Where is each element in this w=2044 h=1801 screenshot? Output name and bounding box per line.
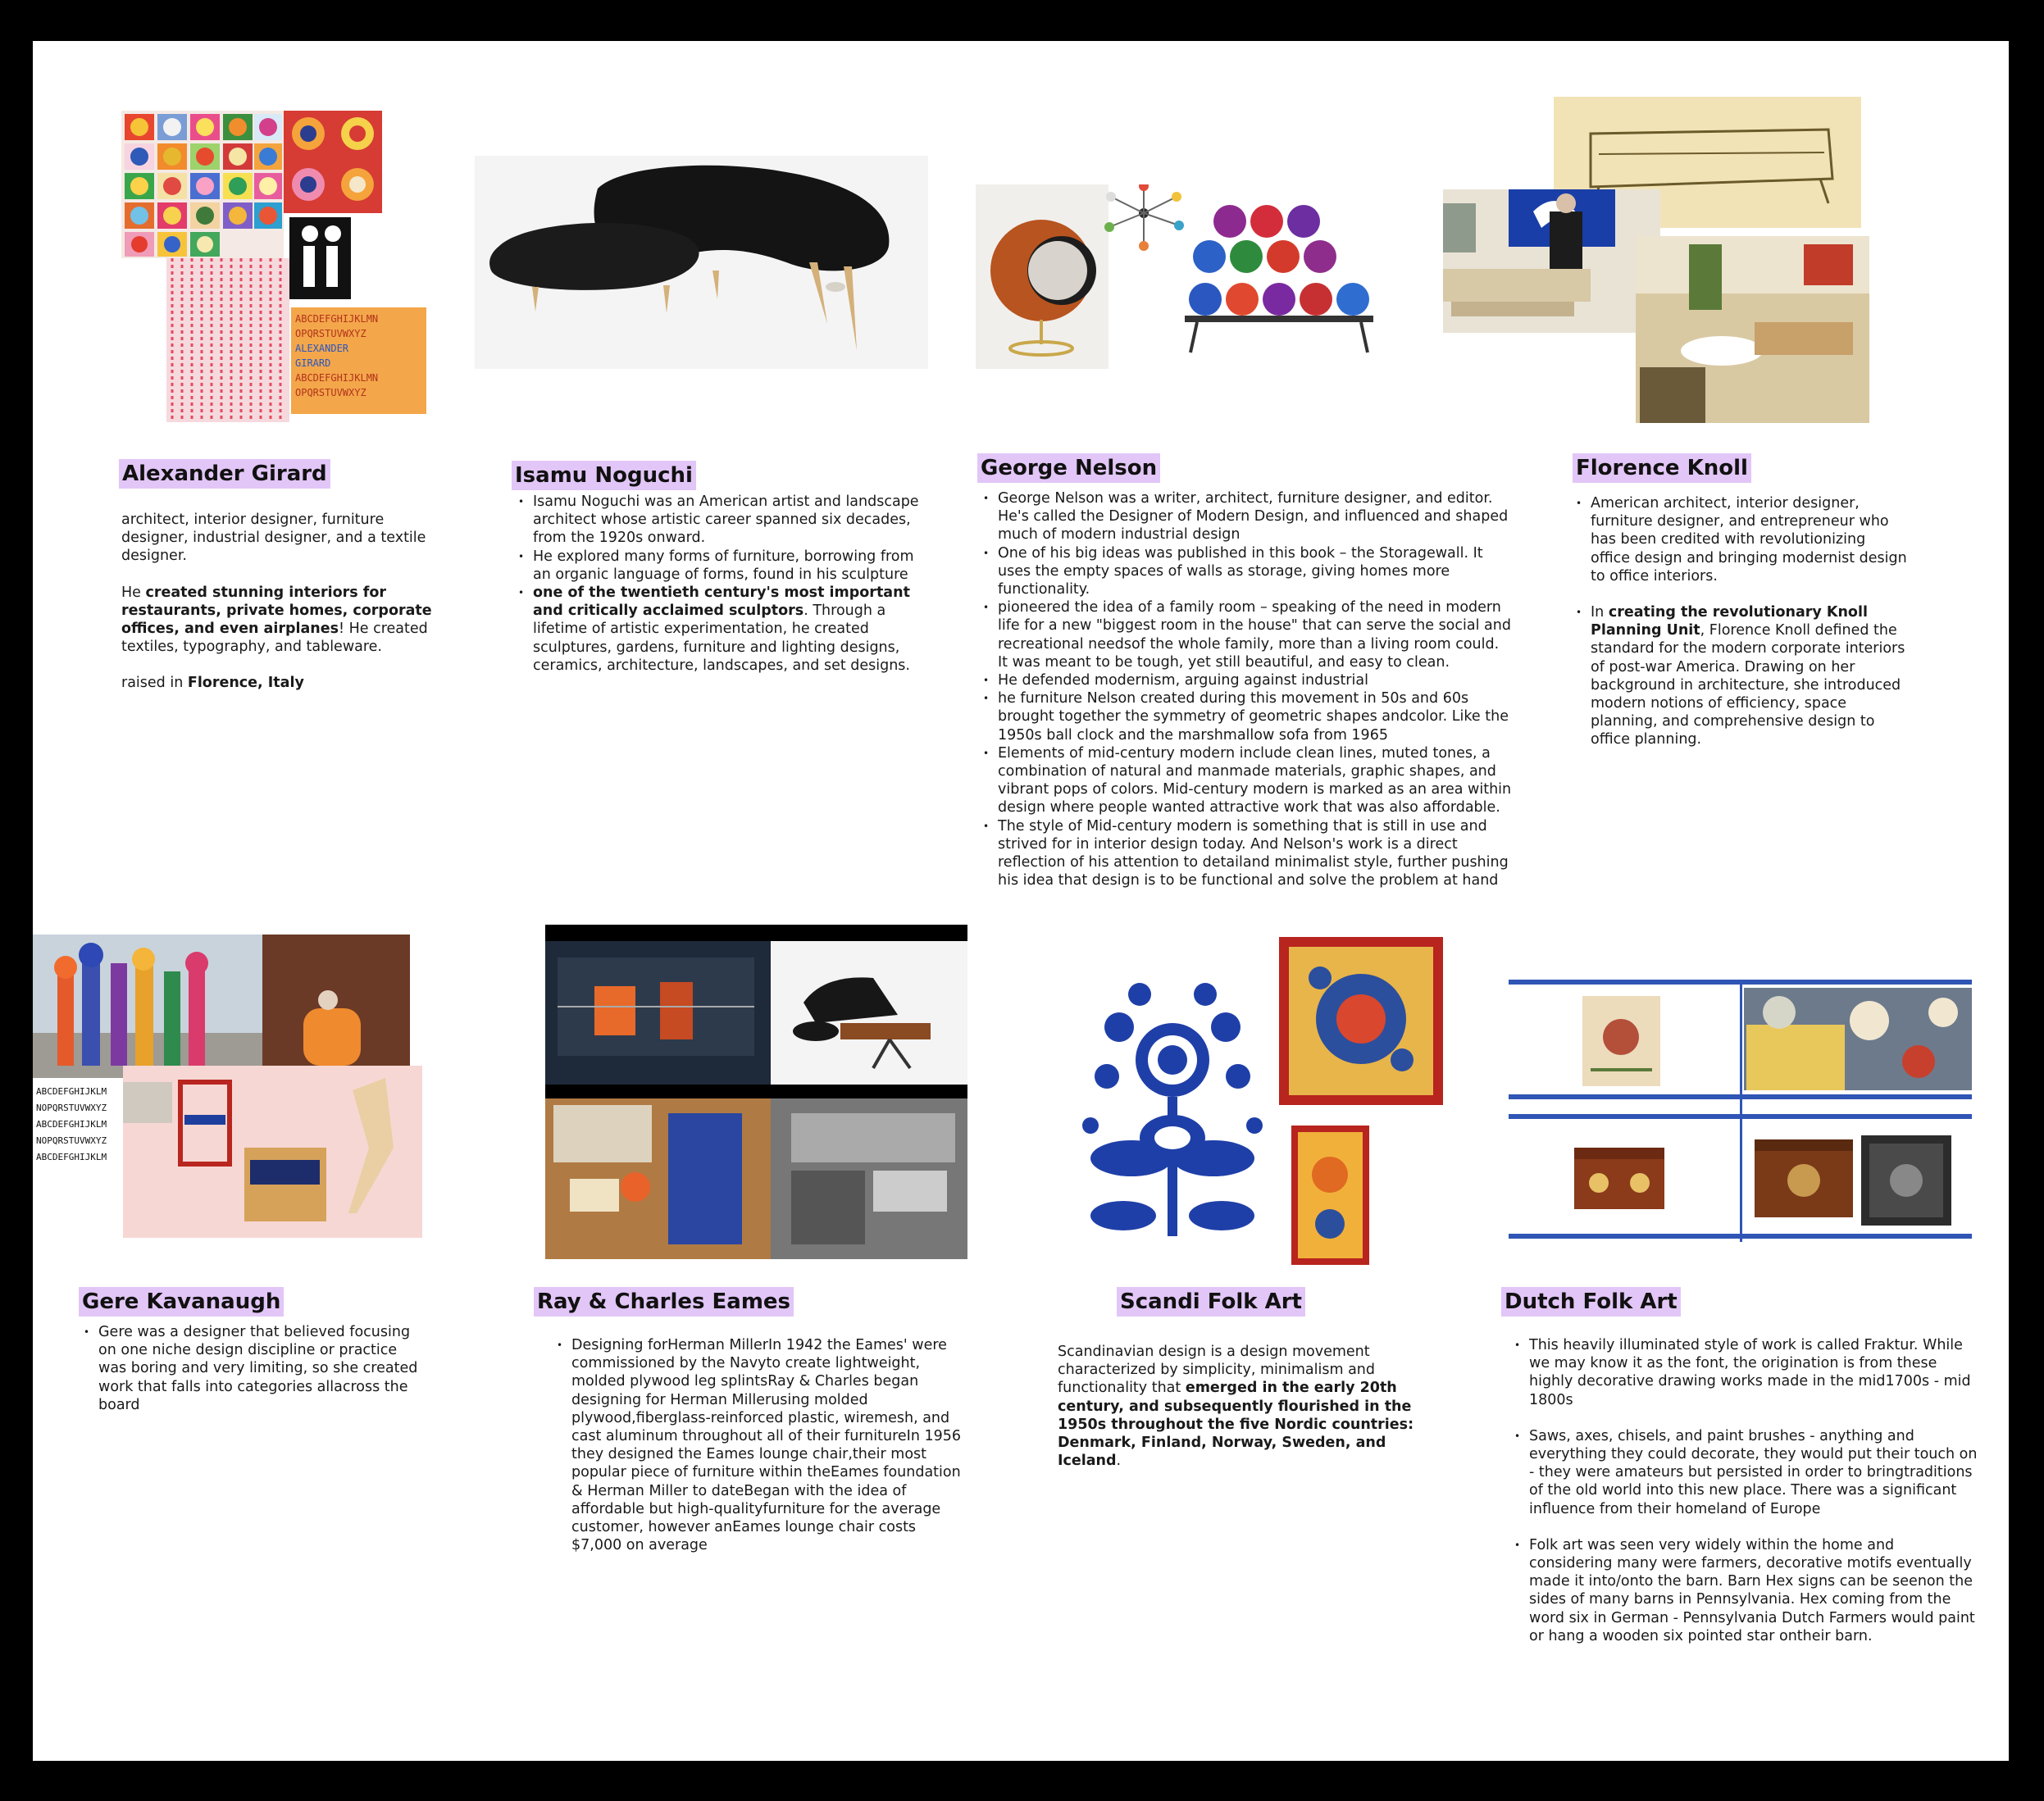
girard-paragraph-1: architect, interior designer, furniture designer, industrial designer, and a textile designer. — [121, 512, 426, 565]
kav-specimen-4: NOPQRSTUVWXYZ — [36, 1135, 107, 1146]
marshmallow-sofa — [1185, 205, 1373, 352]
nelson-title: George Nelson — [977, 453, 1160, 483]
girard-text — [121, 511, 433, 711]
noguchi-bullet-3: • one of the twentieth century's most important and critically acclaimed sculptors. Through a lifetime of artistic experimentation, he created sculptures, gardens, furniture and lighting designs, ceramics, architecture, landscapes, and set designs. — [533, 584, 923, 675]
dutch-bullet-3: • Folk art was seen very widely within the home and considering many were farmers, decorative motifs eventually made it into/onto the barn. Barn Hex signs can be seenon the sides of many barns in Pennsylvania. Hex coming from the word six in German - Pennsylvania Dutch Farmers would paint or hang a wooden six pointed star ontheir barn. — [1529, 1536, 1978, 1645]
kavanaugh-text — [80, 1323, 425, 1414]
scandi-text — [1058, 1343, 1418, 1488]
nelson-text — [980, 489, 1513, 889]
nelson-bullet-4: • He defended modernism, arguing against industrial — [998, 671, 1513, 689]
knoll-bullet-2: • In creating the revolutionary Knoll Planning Unit, Florence Knoll defined the standard for the modern corporate interiors of post-war America. Drawing on her background in architecture, she introduced modern notions of efficiency, space planning, and comprehensive design to office planning. — [1591, 603, 1909, 749]
nelson-bullet-5: • he furniture Nelson created during this movement in 50s and 60s brought together the symmetry of geometric shapes andcolor. Like the 1950s ball clock and the marshmallow sofa from 1965 — [998, 689, 1513, 744]
eames-collage-image — [545, 925, 967, 1259]
eames-title: Ray & Charles Eames — [534, 1287, 794, 1317]
specimen-row-2: OPQRSTUVWXYZ — [295, 328, 366, 339]
dutch-bullet-1: • This heavily illuminated style of work is called Fraktur. While we may know it as the font, the origination is from these highly decorative drawing works made in the mid1700s - mid 1800s — [1529, 1336, 1978, 1409]
noguchi-bullet-2: • He explored many forms of furniture, borrowing from an organic language of forms, found in his sculpture — [533, 548, 923, 584]
nelson-bullet-2: • One of his big ideas was published in this book – the Storagewall. It uses the empty spaces of walls as storage, giving homes more functionality. — [998, 544, 1513, 599]
eames-bullet-1: • Designing forHerman MillerIn 1942 the Eames' were commissioned by the Navyto create lightweight, molded plywood leg splintsRay & Charles began designing for Herman Millerusing molded plywood,fiberglass-reinforced plastic, wiremesh, and cast aluminum throughout all of their furnitureIn 1956 they designed the Eames lounge chair,their most popular piece of furniture within theEames foundation & Herman Miller to dateBegan with the idea of affordable but high-qualityfurniture for the average customer, however anEames lounge chair costs $7,000 on average — [571, 1336, 963, 1554]
knoll-bullet-1: • American architect, interior designer, furniture designer, and entrepreneur who has been credited with revolutionizing office design and bringing modernist design to office interiors. — [1591, 494, 1909, 585]
specimen-row-1: ABCDEFGHIJKLMN — [295, 313, 379, 325]
kav-specimen-3: ABCDEFGHIJKLM — [36, 1119, 107, 1130]
noguchi-freeform-sofa-image — [475, 156, 928, 369]
noguchi-bullet-1: • Isamu Noguchi was an American artist and landscape architect whose artistic career spanned six decades, from the 1920s onward. — [533, 493, 923, 548]
kavanaugh-collage-image — [33, 935, 422, 1238]
girard-collage-image — [121, 111, 441, 422]
noguchi-title: Isamu Noguchi — [512, 461, 696, 490]
girard-stripe-pattern — [166, 258, 289, 422]
dutch-title: Dutch Folk Art — [1501, 1287, 1681, 1317]
knoll-title: Florence Knoll — [1573, 453, 1751, 483]
nelson-bullet-3: • pioneered the idea of a family room – speaking of the need in modern life for a new "biggest room in the house" that can serve the social and recreational needsof the whole family, more than a living room could. It was meant to be tough, yet still beautiful, and easy to clean. — [998, 598, 1513, 671]
scandi-paragraph: Scandinavian design is a design movement characterized by simplicity, minimalism and functionality that emerged in the early 20th century, and subsequently flourished in the 1950s throughout the five Nordic countries: Denmark, Finland, Norway, Sweden, and Iceland. — [1058, 1344, 1414, 1470]
dutch-bullet-2: • Saws, axes, chisels, and paint brushes - anything and everything they could decorate, they would put their touch on - they were amateurs but persisted in order to bringtraditions of the old world into this new place. There was a significant influence from their homeland of Europe — [1529, 1427, 1978, 1518]
specimen-row-3: ALEXANDER — [295, 343, 349, 354]
specimen-row-5: ABCDEFGHIJKLMN — [295, 372, 379, 384]
noguchi-text — [515, 493, 923, 675]
specimen-row-4: GIRARD — [295, 357, 331, 369]
nelson-bullet-6: • Elements of mid-century modern include clean lines, muted tones, a combination of natural and manmade materials, graphic shapes, and vibrant pops of colors. Mid-century modern is marked as an area within design where people wanted attractive work that was also affordable. — [998, 744, 1513, 817]
kav-specimen-2: NOPQRSTUVWXYZ — [36, 1103, 107, 1113]
kav-specimen-5: ABCDEFGHIJKLM — [36, 1152, 107, 1162]
girard-paragraph-2: He created stunning interiors for restaurants, private homes, corporate offices, and even airplanes! He created textiles, typography, and tableware. — [121, 584, 432, 656]
girard-paragraph-3: raised in Florence, Italy — [121, 675, 304, 692]
specimen-row-6: OPQRSTUVWXYZ — [295, 387, 366, 398]
scandi-folk-art-image — [1074, 937, 1451, 1265]
kav-specimen-1: ABCDEFGHIJKLM — [36, 1086, 107, 1097]
kavanaugh-bullet-1: • Gere was a designer that believed focusing on one niche design discipline or practice was boring and very limiting, so she created work that falls into categories allacross the board — [98, 1323, 425, 1414]
eames-text — [553, 1336, 963, 1554]
nelson-bullet-1: • George Nelson was a writer, architect, furniture designer, and editor. He's called the Designer of Modern Design, and influenced and shaped much of modern industrial design — [998, 489, 1513, 544]
dutch-folk-art-image — [1509, 980, 1972, 1242]
scandi-title: Scandi Folk Art — [1117, 1287, 1305, 1317]
mood-board — [33, 41, 2009, 1761]
ball-clock — [1104, 184, 1184, 251]
knoll-text — [1573, 494, 1909, 767]
nelson-products-image — [976, 184, 1476, 369]
girard-title: Alexander Girard — [119, 459, 330, 489]
kavanaugh-title: Gere Kavanaugh — [79, 1287, 284, 1317]
nelson-bullet-7: • The style of Mid-century modern is something that is still in use and strived for in interior design today. And Nelson's work is a direct reflection of his attention to detailand minimalist style, further pushing his idea that design is to be functional and solve the problem at hand — [998, 817, 1513, 890]
scandi-blue-floral — [1082, 983, 1263, 1236]
knoll-collage-image — [1443, 97, 1894, 425]
dutch-text — [1511, 1336, 1978, 1663]
